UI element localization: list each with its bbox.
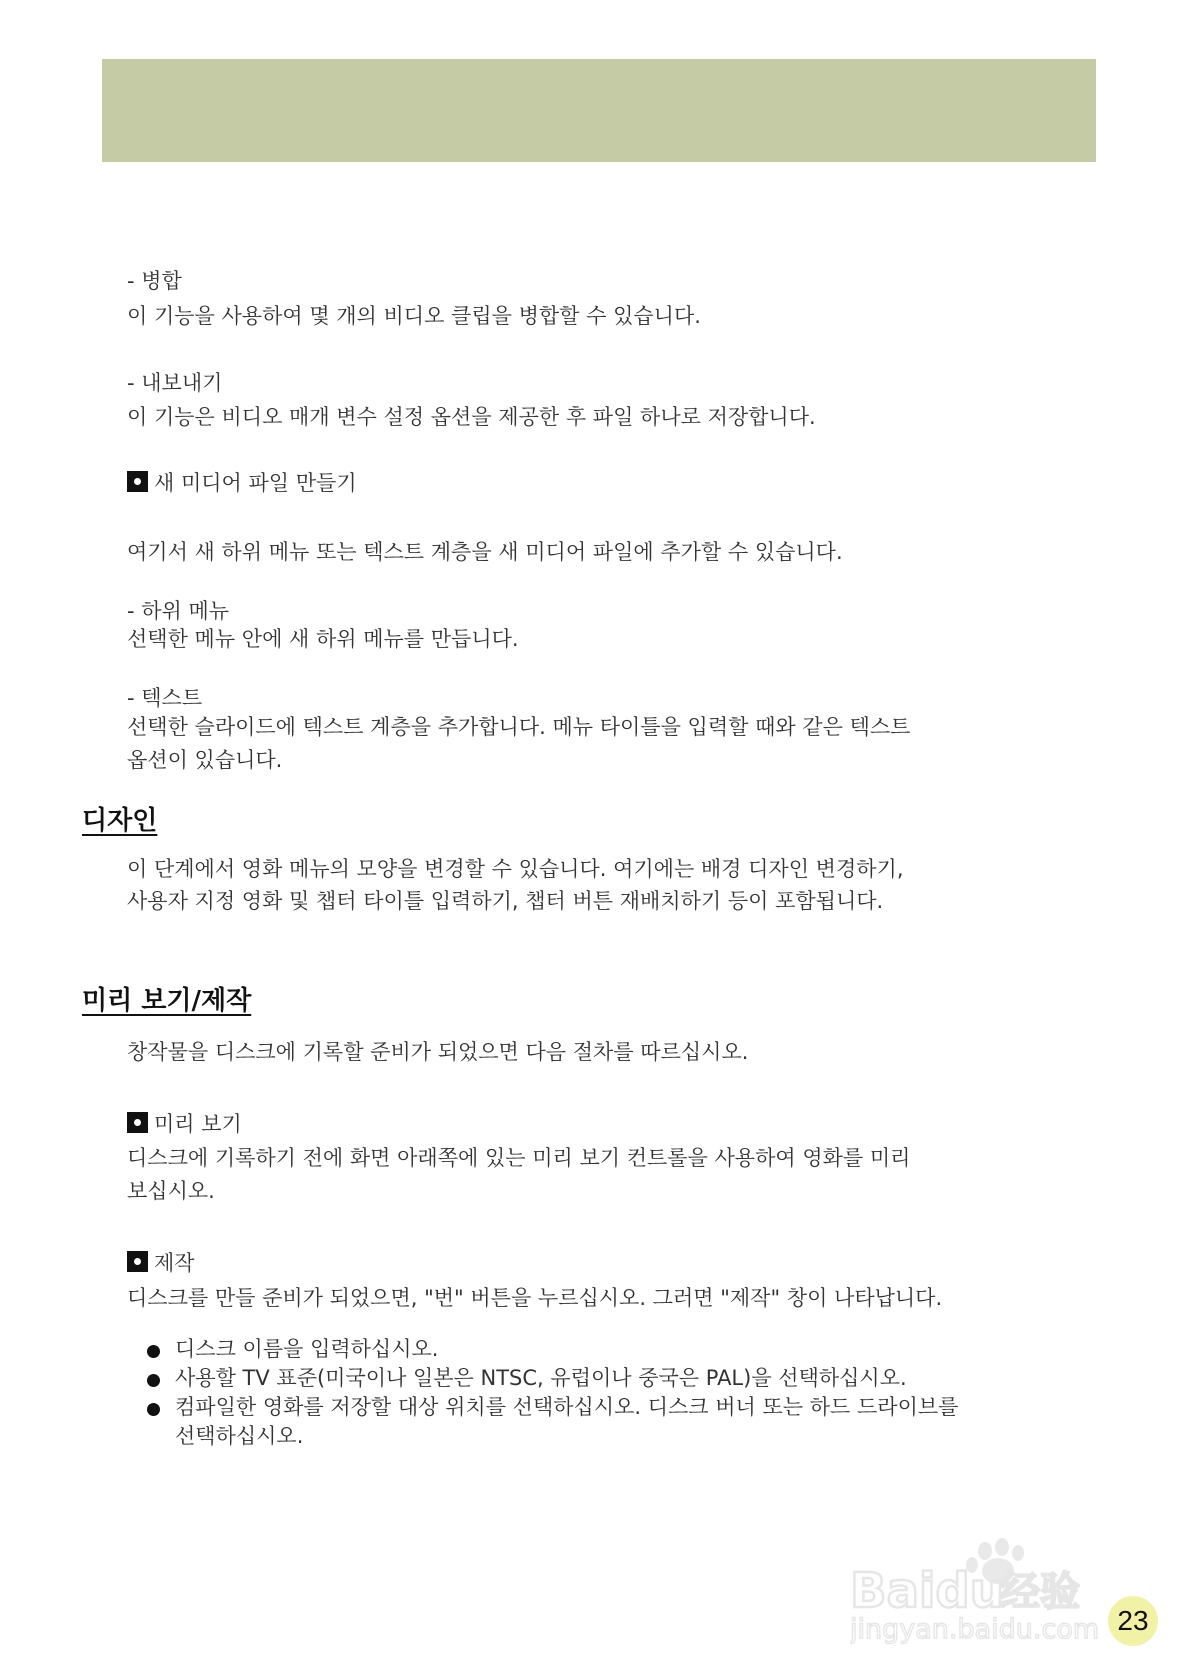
text-desc-line2: 옵션이 있습니다. xyxy=(127,748,283,772)
make-title xyxy=(127,1247,195,1280)
submenu-text: 선택한 메뉴 안에 새 하위 메뉴를 만듭니다. xyxy=(127,627,519,651)
list-item: 컴파일한 영화를 저장할 대상 위치를 선택하십시오. 디스크 버너 또는 하드 드라이브를 선택하십시오. xyxy=(145,1393,1105,1451)
export-label: - 내보내기 xyxy=(127,371,223,395)
preview-line1: 디스크에 기록하기 전에 화면 아래쪽에 있는 미리 보기 컨트롤을 사용하여 영화를 미리 xyxy=(127,1146,911,1170)
square-bullet-icon xyxy=(127,1112,148,1133)
new-media-text: 여기서 새 하위 메뉴 또는 텍스트 계층을 새 미디어 파일에 추가할 수 있습니다. xyxy=(127,540,843,564)
watermark-url: jingyan.baidu.com xyxy=(850,1614,1100,1645)
text-label: - 텍스트 xyxy=(127,686,203,710)
submenu-label: - 하위 메뉴 xyxy=(127,599,230,623)
new-media-title xyxy=(127,467,357,500)
square-bullet-icon xyxy=(127,1251,148,1272)
make-label: 제작 xyxy=(154,1251,195,1275)
text-desc-line1: 선택한 슬라이드에 텍스트 계층을 추가합니다. 메뉴 타이틀을 입력할 때와 같은 텍스트 xyxy=(127,715,911,739)
header-band xyxy=(102,59,1096,162)
burn-steps-list xyxy=(145,1335,1105,1451)
preview-line2: 보십시오. xyxy=(127,1179,215,1203)
make-text: 디스크를 만들 준비가 되었으면, "번" 버튼을 누르십시오. 그러면 "제작" 창이 나타납니다. xyxy=(127,1286,943,1310)
new-media-label: 새 미디어 파일 만들기 xyxy=(154,471,357,495)
preview-make-heading: 미리 보기/제작 xyxy=(82,986,252,1016)
design-line2: 사용자 지정 영화 및 챕터 타이틀 입력하기, 챕터 버튼 재배치하기 등이 포함됩니다. xyxy=(127,889,884,913)
list-item: 사용할 TV 표준(미국이나 일본은 NTSC, 유럽이나 중국은 PAL)을 선택하십시오. xyxy=(145,1364,1105,1393)
page-number: 23 xyxy=(1108,1596,1158,1646)
merge-label: - 병합 xyxy=(127,269,182,293)
watermark-brand: Baidu xyxy=(850,1563,1004,1619)
merge-text: 이 기능을 사용하여 몇 개의 비디오 클립을 병합할 수 있습니다. xyxy=(127,304,701,328)
design-heading: 디자인 xyxy=(82,806,158,836)
baidu-watermark-logo xyxy=(850,1535,1130,1645)
preview-make-intro: 창작물을 디스크에 기록할 준비가 되었으면 다음 절차를 따르십시오. xyxy=(127,1040,749,1064)
preview-title xyxy=(127,1108,242,1141)
watermark-product: 经验 xyxy=(1000,1569,1080,1615)
list-item: 디스크 이름을 입력하십시오. xyxy=(145,1335,1105,1364)
preview-label: 미리 보기 xyxy=(154,1112,242,1136)
square-bullet-icon xyxy=(127,471,148,492)
export-text: 이 기능은 비디오 매개 변수 설정 옵션을 제공한 후 파일 하나로 저장합니다. xyxy=(127,405,816,429)
design-line1: 이 단계에서 영화 메뉴의 모양을 변경할 수 있습니다. 여기에는 배경 디자인 변경하기, xyxy=(127,857,904,881)
